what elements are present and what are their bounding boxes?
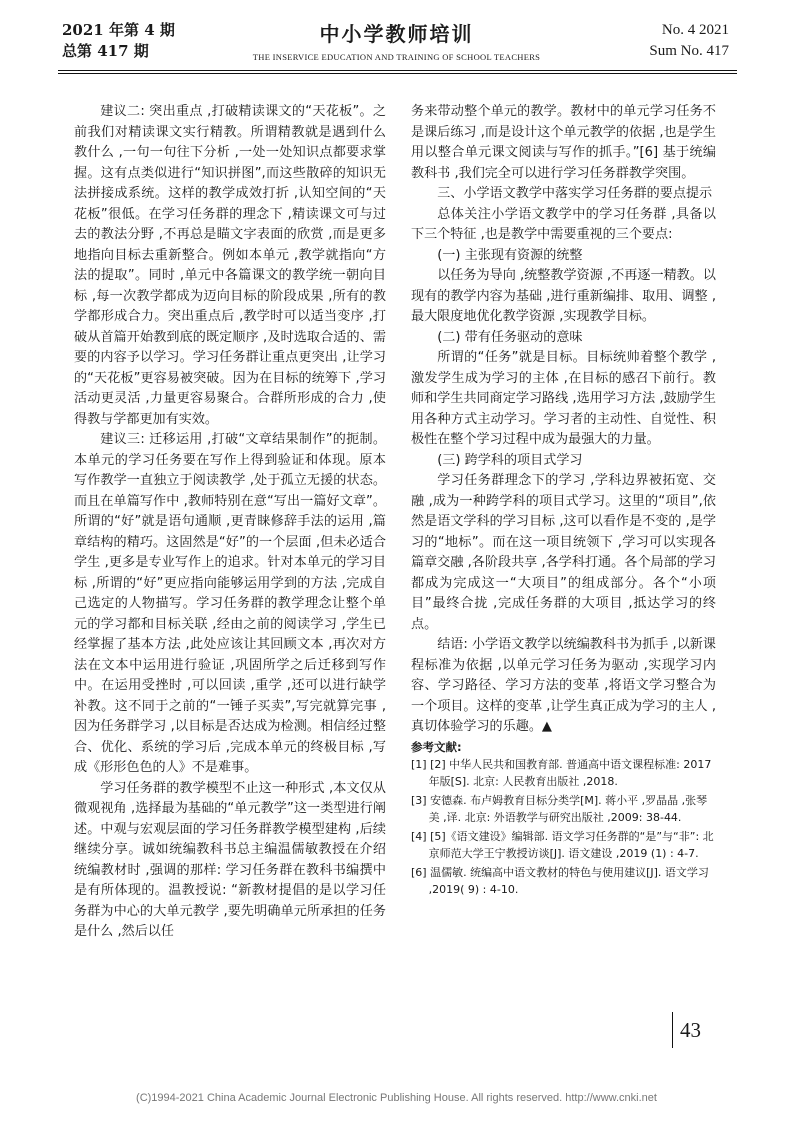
reference-item: [1] [2] 中华人民共和国教育部. 普通高中语文课程标准: 2017 年版[S]. 北京: 人民教育出版社 ,2018. (411, 757, 712, 788)
journal-title-block (50, 18, 743, 62)
references-heading: 参考文献: (411, 739, 462, 754)
subsection-heading-3: (三) 跨学科的项目式学习 (437, 452, 583, 468)
journal-title-cn: 中小学教师培训 (319, 22, 474, 46)
section-heading: 三、小学语文教学中落实学习任务群的要点提示 (437, 186, 713, 201)
left-column (74, 102, 386, 943)
reference-item: [4] [5]《语文建设》编辑部. 语文学习任务群的“是”与“非”: 北京师范大学王宁教授访谈[J]. 语文建设 ,2019 (1) : 4-7. (411, 829, 714, 860)
paragraph-continued: 务来带动整个单元的教学。教材中的单元学习任务不是课后练习 ,而是设计这个单元教学的依据 ,也是学生用以整合单元课文阅读与写作的抓手。”[6] 基于统编教科书 ,我们完全可以进行学习任务群教学突围。 (411, 104, 716, 181)
paragraph-suggestion-three: 建议三: 迁移运用 ,打破“文章结果制作”的扼制。本单元的学习任务要在写作上得到验证和体现。原本写作教学一直独立于阅读教学 ,处于孤立无援的状态。而且在单篇写作中 ,教师特别在意“写出一篇好文章”。所谓的“好”就是语句通顺 ,更青睐修辞手法的运用 ,篇章结构的精巧。这固然是“好”的一个层面 ,但未必适合学生 ,更多是专业写作上的追求。针对本单元的学习目标 ,所谓的“好”更应指向能够运用学到的方法 ,完成自己选定的人物描写。学习任务群的教学理念让整个单元的学习都和目标关联 ,经由之前的阅读学习 ,学生已经掌握了基本方法 ,此处应该让其回顾文本 ,再次对方法在文本中运用进行验证 ,巩固所学之后迁移到写作中。在运用受挫时 ,可以回读 ,重学 ,还可以进行缺学补教。这不同于之前的“一锤子买卖”,写完就算完事 ,因为任务群学习 ,以目标是否达成为检测。相信经过整合、优化、系统的学习后 ,完成本单元的终极目标 ,写成《形形色色的人》不是难事。 (74, 432, 386, 775)
page-number-bar (672, 1012, 673, 1048)
issue-number-info (649, 20, 729, 62)
header-rule-bottom (58, 73, 737, 74)
page-number: 43 (680, 1018, 701, 1042)
sum-number: Sum No. 417 (649, 43, 729, 59)
section-intro: 总体关注小学语文教学中的学习任务群 ,具备以下三个特征 ,也是教学中需要重视的三个要点: (411, 206, 716, 242)
references-list (411, 756, 716, 899)
conclusion-paragraph: 结语: 小学语文教学以统编教科书为抓手 ,以新课程标准为依据 ,以单元学习任务为驱动 ,实现学习内容、学习路径、学习方法的变革 ,将语文学习整合为一个项目。这样的变革 ,让学生真正成为学习的主人 ,真切体验学习的乐趣。▲ (411, 637, 716, 734)
subsection-text-3: 学习任务群理念下的学习 ,学科边界被拓宽、交融 ,成为一种跨学科的项目式学习。这里的“项目”,依然是语文学科的学习目标 ,这可以看作是不变的 ,是学习的“地标”。而在这一项目统领下 ,学习可以实现各篇章交融 ,各阶段共享 ,各学科打通。各个局部的学习都成为完成这一“大项目”的组成部分。各个“小项目”最终合拢 ,完成任务群的大项目 ,抵达学习的终点。 (411, 473, 716, 632)
subsection-text-2: 所谓的“任务”就是目标。目标统帅着整个教学 ,激发学生成为学习的主体 ,在目标的感召下前行。教师和学生共同商定学习路线 ,选用学习方法 ,鼓励学生用各种方式主动学习。学习者的主动性、自觉性、积极性在整个学习过程中成为最强大的力量。 (411, 350, 716, 447)
paragraph-suggestion-two: 建议二: 突出重点 ,打破精读课文的“天花板”。之前我们对精读课文实行精教。所谓精教就是遇到什么教什么 ,一句一句往下分析 ,一处一处知识点都要求掌握。这有点类似进行“知识拼图”,而这些散碎的知识无法拼接成系统。这样的教学成效打折 ,认知空间的“天花板”很低。在学习任务群的理念下 ,精读课文可与过去的教法分野 ,不再总是瞄文字表面的欣赏 ,而是更多地指向目标去重新整合。例如本单元 ,教学就指向“方法的提取”。同时 ,单元中各篇课文的教学统一朝向目标 ,每一次教学都成为迈向目标的阶段成果 ,所有的教学都形成合力。突出重点后 ,教学时可以适当变序 ,打破从首篇开始教到底的既定顺序 ,及时选取合适的、需要的内容予以学习。学习任务群让重点更突出 ,让学习的“天花板”更容易被突破。因为在目标的统筹下 ,学习活动更灵活 ,力量更容易聚合。合群所形成的合力 ,使得教与学都更加有实效。 (74, 104, 386, 427)
journal-title-en: THE INSERVICE EDUCATION AND TRAINING OF SCHOOL TEACHERS (252, 52, 541, 62)
issue-label: 2021 年第 4 期 (62, 21, 175, 39)
subsection-heading-2: (二) 带有任务驱动的意味 (437, 329, 583, 345)
header-rule-top (58, 70, 737, 71)
paragraph-task-group-model: 学习任务群的教学模型不止这一种形式 ,本文仅从微观视角 ,选择最为基础的“单元教学”这一类型进行阐述。中观与宏观层面的学习任务群教学模型建构 ,后续继续分享。诚如统编教科书总主编温儒敏教授在介绍统编教材时 ,强调的那样: 学习任务群在教科书编撰中是有所体现的。温教授说: “新教材提倡的是以学习任务群为中心的大单元教学 ,要先明确单元所承担的任务是什么 ,然后以任 (74, 780, 386, 939)
page-header (50, 14, 743, 76)
reference-item: [6] 温儒敏. 统编高中语文教材的特色与使用建议[J]. 语文学习 ,2019( 9) : 4-10. (411, 865, 709, 896)
subsection-heading-1: (一) 主张现有资源的统整 (437, 247, 583, 263)
total-issue-label: 总第 417 期 (62, 42, 149, 60)
copyright-footer: (C)1994-2021 China Academic Journal Electronic Publishing House. All rights reserved. http://www.cnki.net (136, 1092, 657, 1104)
reference-item: [3] 安德森. 布卢姆教育目标分类学[M]. 蒋小平 ,罗晶晶 ,张琴美 ,译. 北京: 外语教学与研究出版社 ,2009: 38-44. (411, 793, 708, 824)
right-column (411, 102, 716, 900)
subsection-text-1: 以任务为导向 ,统整教学资源 ,不再逐一精教。以现有的教学内容为基础 ,进行重新编排、取用、调整 ,最大限度地优化教学资源 ,实现教学目标。 (411, 268, 716, 324)
issue-number: No. 4 2021 (661, 22, 729, 38)
